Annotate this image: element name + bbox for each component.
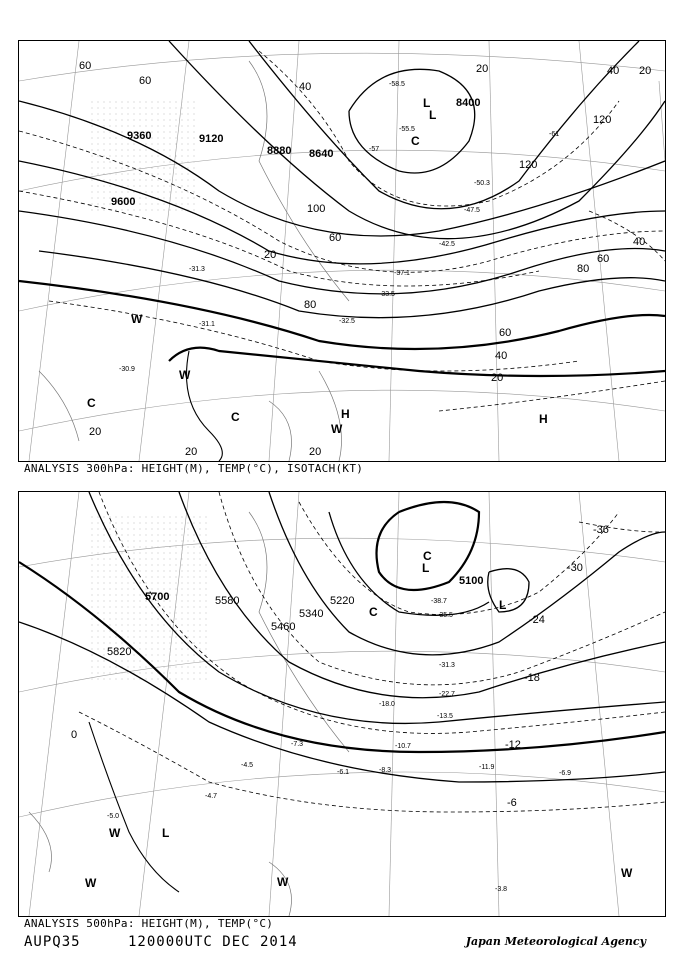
height-label: 9120: [199, 133, 224, 145]
temp-label: -31.3: [439, 662, 455, 669]
warm-center-marker: W: [109, 826, 121, 840]
warm-center-marker: W: [179, 368, 191, 382]
temp-label: -32.5: [339, 318, 355, 325]
low-center-marker: L: [162, 826, 170, 840]
height-label: 5580: [215, 595, 240, 607]
isotach-label: 40: [495, 350, 508, 362]
agency-name: Japan Meteorological Agency: [465, 935, 646, 948]
height-label: 9360: [127, 130, 152, 142]
low-center-marker: L: [429, 108, 437, 122]
temp-label: -50.3: [474, 180, 490, 187]
height-label: 5100: [459, 575, 484, 587]
isotach-label: 40: [299, 81, 312, 93]
warm-center-marker: W: [85, 876, 97, 890]
height-label: 9600: [111, 196, 136, 208]
panel-caption-500hpa: ANALYSIS 500hPa: HEIGHT(M), TEMP(°C): [24, 917, 274, 930]
isotach-label: 20: [185, 446, 198, 458]
cold-center-marker: C: [423, 549, 432, 563]
temp-contour-label: -36: [593, 524, 609, 536]
temp-contour-label: -6: [507, 797, 517, 809]
temp-contour-label: 0: [71, 729, 78, 741]
high-center-marker: H: [341, 407, 350, 421]
isotach-label: 20: [491, 372, 504, 384]
map-500hpa-svg: [19, 492, 665, 916]
temp-label: -10.7: [395, 743, 411, 750]
temp-label: -13.5: [437, 713, 453, 720]
warm-center-marker: W: [621, 866, 633, 880]
warm-center-marker: W: [277, 875, 289, 889]
temp-label: -35.5: [437, 612, 453, 619]
temp-label: -3.8: [495, 886, 508, 893]
temp-label: -18.0: [379, 701, 395, 708]
isotach-label: 120: [593, 114, 612, 126]
isotach-label: 60: [79, 60, 92, 72]
temp-contour-label: -18: [524, 672, 540, 684]
temp-label: -47.5: [464, 207, 480, 214]
map-300hpa-svg: [19, 41, 665, 461]
temp-contour-label: -24: [529, 614, 545, 626]
temp-label: -57: [369, 146, 380, 153]
temp-label: -4.7: [205, 793, 218, 800]
cold-center-marker: C: [87, 396, 96, 410]
coastline: [29, 512, 349, 916]
isotach-label: 20: [476, 63, 489, 75]
warm-center-marker: W: [331, 422, 343, 436]
isotach-label: 20: [639, 65, 652, 77]
height-label: 5700: [145, 591, 170, 603]
height-label: 5340: [299, 608, 324, 620]
temp-label: -55.5: [399, 126, 415, 133]
isotach-label: 80: [577, 263, 590, 275]
isotach-label: 120: [519, 159, 538, 171]
temp-label: -31.1: [199, 321, 215, 328]
high-center-marker: H: [539, 412, 548, 426]
chart-id: AUPQ35: [24, 934, 81, 950]
isotach-label: 20: [89, 426, 102, 438]
height-label: 8640: [309, 148, 334, 160]
temp-label: -61: [549, 131, 560, 138]
isotach-label: 20: [309, 446, 322, 458]
cold-center-marker: C: [231, 410, 240, 424]
temp-label: -6.1: [337, 769, 350, 776]
isotach-label: 60: [597, 253, 610, 265]
isotach-label: 100: [307, 203, 326, 215]
height-label: 8400: [456, 97, 481, 109]
low-center-marker: L: [499, 598, 507, 612]
temp-label: -5.0: [107, 813, 120, 820]
warm-center-marker: W: [131, 312, 143, 326]
temp-label: -37.1: [394, 270, 410, 277]
isotach-label: 40: [607, 65, 620, 77]
cold-center-marker: C: [411, 134, 420, 148]
isotach-label: 60: [139, 75, 152, 87]
map-panel-300hpa: [18, 40, 666, 462]
panel-caption-300hpa: ANALYSIS 300hPa: HEIGHT(M), TEMP(°C), ISOTACH(KT): [24, 462, 364, 475]
cold-center-marker: C: [369, 605, 378, 619]
height-label: 5820: [107, 646, 132, 658]
low-center-marker: L: [422, 561, 430, 575]
isotach-label: 20: [264, 249, 277, 261]
isotach-label: 40: [633, 236, 646, 248]
temp-label: -11.9: [479, 764, 495, 771]
temp-label: -33.5: [379, 291, 395, 298]
map-panel-500hpa: [18, 491, 666, 917]
temp-contour-label: -12: [505, 739, 521, 751]
temp-contour-label: -30: [567, 562, 583, 574]
isotach-label: 60: [329, 232, 342, 244]
isotach-label: 80: [304, 299, 317, 311]
temp-label: -6.9: [559, 770, 572, 777]
temp-label: -7.3: [291, 741, 304, 748]
temp-label: -4.5: [241, 762, 254, 769]
temp-label: -8.3: [379, 767, 392, 774]
temp-label: -22.7: [439, 691, 455, 698]
temp-label: -30.9: [119, 366, 135, 373]
temp-label: -38.7: [431, 598, 447, 605]
temp-label: -31.3: [189, 266, 205, 273]
temp-label: -58.5: [389, 81, 405, 88]
temp-label: -42.5: [439, 241, 455, 248]
height-label: 5220: [330, 595, 355, 607]
valid-time: 120000UTC DEC 2014: [128, 934, 298, 950]
height-label: 8880: [267, 145, 292, 157]
low-center-marker: L: [423, 96, 431, 110]
height-label: 5460: [271, 621, 296, 633]
isotach-label: 60: [499, 327, 512, 339]
